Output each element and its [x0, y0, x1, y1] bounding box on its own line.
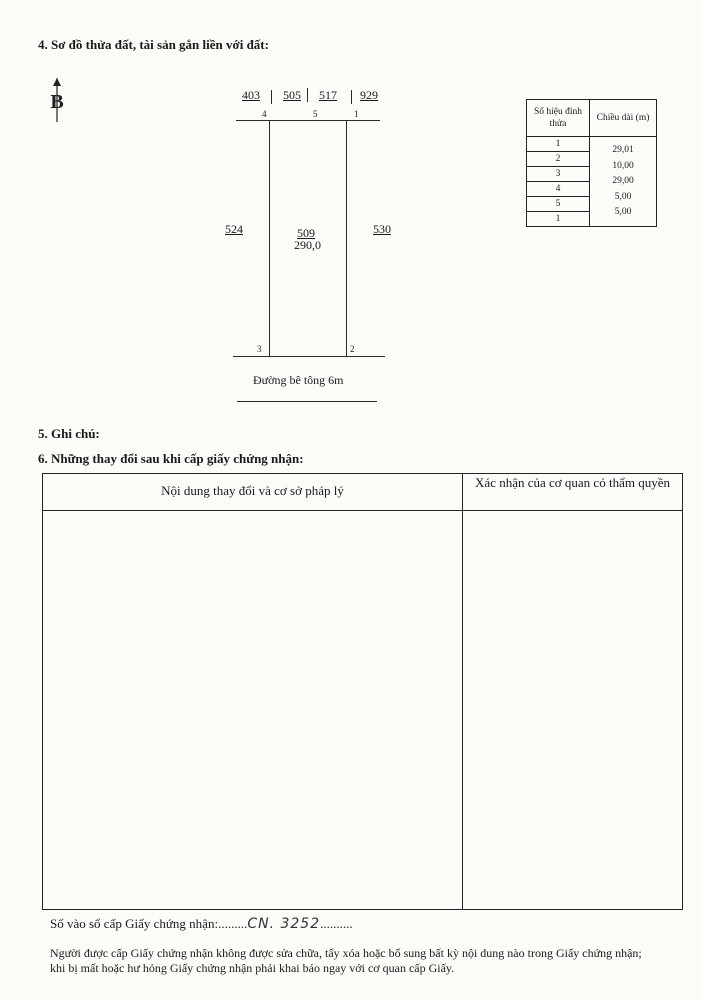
- top-boundary: [236, 120, 380, 121]
- corner-3: 3: [257, 344, 262, 354]
- changes-table: [42, 473, 683, 910]
- compass-label: B: [50, 91, 64, 113]
- registry-label: Số vào sổ cấp Giấy chứng nhận:: [50, 916, 219, 931]
- corner-2: 2: [350, 344, 355, 354]
- changes-col1-header: Nội dung thay đổi và cơ sở pháp lý: [161, 483, 344, 498]
- left-side: [269, 120, 270, 357]
- parcel-505: 505: [283, 88, 301, 102]
- parcel-929: 929: [360, 88, 378, 102]
- right-side: [346, 120, 347, 357]
- length-values: 29,01 10,00 29,00 5,00 5,00: [590, 137, 657, 227]
- parcel-403: 403: [242, 88, 260, 102]
- registry-value: CN. 3252: [247, 916, 321, 932]
- parcel-530: 530: [373, 222, 391, 236]
- parcel-517: 517: [319, 88, 337, 102]
- header-point: Số hiệu đỉnh thửa: [527, 100, 590, 137]
- corner-4: 4: [262, 109, 267, 119]
- section-5-title: 5. Ghi chú:: [38, 426, 100, 441]
- edge-length-table: Số hiệu đỉnh thửa Chiều dài (m) 1 29,01 10,00 29,00 5,00 5,00 2 3 4 5 1: [526, 99, 657, 227]
- section-4-title: 4. Sơ đồ thửa đất, tài sản gắn liền với đất:: [38, 37, 269, 52]
- changes-col2-header: Xác nhận của cơ quan có thẩm quyền: [475, 475, 670, 490]
- section-6-title: 6. Những thay đổi sau khi cấp giấy chứng nhận:: [38, 451, 304, 466]
- road-label: Đường bê tông 6m: [253, 373, 344, 387]
- registry-line: Số vào sổ cấp Giấy chứng nhận:.........CN. 3252..........: [50, 916, 353, 932]
- parcel-509: 509: [297, 226, 315, 240]
- parcel-area: 290,0: [294, 238, 321, 252]
- notice-text: Người được cấp Giấy chứng nhận không được sửa chữa, tẩy xóa hoặc bổ sung bất kỳ nội dung nào trong Giấy chứng nhận; khi bị mất hoặc hư hỏng Giấy chứng nhận phải khai báo ngay với cơ quan cấp Giấy.: [50, 946, 642, 975]
- parcel-524: 524: [225, 222, 243, 236]
- bottom-boundary: [233, 356, 385, 357]
- corner-1: 1: [354, 109, 359, 119]
- corner-5: 5: [313, 109, 318, 119]
- header-length: Chiều dài (m): [590, 100, 657, 137]
